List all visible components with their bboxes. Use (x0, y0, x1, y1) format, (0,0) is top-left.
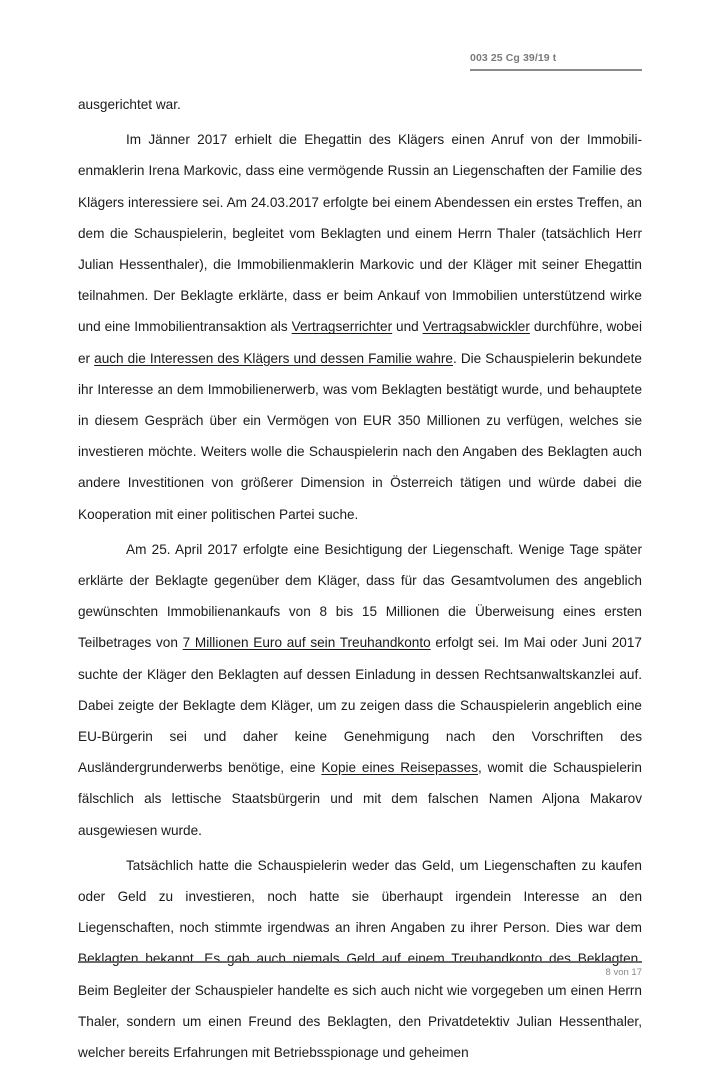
underlined-phrase: Kopie eines Reisepasses (321, 760, 479, 776)
page-header (470, 48, 642, 71)
paragraph (78, 534, 642, 846)
paragraph (78, 89, 642, 120)
underlined-phrase: Vertragserrichter (291, 319, 393, 335)
underlined-phrase: 7 Millionen Euro auf sein Treuhandkonto (182, 635, 431, 651)
underlined-phrase: Vertragsabwickler (422, 319, 530, 335)
text-segment: erfolgt sei. Im Mai oder Juni 2017 suchte der Kläger den Beklagten auf dessen Einladung in dessen Rechtsanwaltskanzlei auf. Dabei zeigte der Beklagte dem Kläger, um zu zeigen dass die Schauspielerin angeblich eine EU-Bürgerin sei und daher keine Genehmigung nach den Vorschriften des Ausländergrunderwerbs benötige, eine (78, 635, 642, 776)
text-segment: , womit die Schauspielerin fälschlich als lettische Staatsbürgerin und mit dem falschen Namen Aljona Makarov ausgewiesen wurde. (78, 760, 642, 838)
case-reference: 003 25 Cg 39/19 t (470, 52, 557, 64)
document-body (78, 89, 642, 1068)
footer-divider (78, 961, 642, 963)
text-segment: durchführe, wobei er (78, 319, 643, 366)
paragraph (78, 124, 642, 530)
text-segment: ausgerichtet war. (78, 97, 181, 112)
text-segment: Am 25. April 2017 erfolgte eine Besichtigung der Liegenschaft. Wenige Tage später erklärte der Beklagte gegenüber dem Kläger, dass für das Gesamtvolumen des angeblich gewünschten Immobilienankaufs von 8 bis 15 Millionen die Überweisung eines ersten Teilbetrages von (78, 541, 642, 651)
text-segment: . Die Schauspielerin bekundete ihr Interesse an dem Immobilienerwerb, was vom Beklagten bestätigt wurde, und behauptete in diesem Gespräch über ein Vermögen von EUR 350 Millionen zu verfügen, welches sie investieren möchte. Weiters wolle die Schauspielerin nach den Angaben des Beklagten auch andere Investitionen von größerer Dimension in Österreich tätigen und würde dabei die Kooperation mit einer politischen Partei suche. (78, 350, 642, 522)
underlined-phrase: auch die Interessen des Klägers und dessen Familie wahre (94, 350, 453, 366)
text-segment: Im Jänner 2017 erhielt die Ehegattin des Klägers einen Anruf von der Immobilienmaklerin Irena Markovic, dass eine vermögende Russin an Liegenschaften der Familie des Klägers interessiere sei. Am 24.03.2017 erfolgte bei einem Abendessen ein erstes Treffen, an dem die Schauspielerin, begleitet vom Beklagten und einem Herrn Thaler (tatsächlich Herr Julian Hessenthaler), die Immobilienmaklerin Markovic und der Kläger mit seiner Ehegattin teilnahmen. Der Beklagte erklärte, dass er beim Ankauf von Immobilien unterstützend wirke und eine Immobilientransaktion als (78, 132, 642, 335)
text-segment: und (392, 319, 423, 335)
page-number: 8 von 17 (605, 967, 642, 978)
paragraph (78, 850, 642, 1068)
text-segment: Tatsächlich hatte die Schauspielerin weder das Geld, um Liegenschaften zu kaufen oder Geld zu investieren, noch hatte sie überhaupt irgendein Interesse an den Liegenschaften, noch stimmte irgendwas an ihren Angaben zu ihrer Person. Dies war dem Beklagten bekannt. Es gab auch niemals Geld auf einem Treuhandkonto des Beklagten. Beim Begleiter der Schauspieler handelte es sich auch nicht wie vorgegeben um einen Herrn Thaler, sondern um einen Freund des Beklagten, den Privatdetektiv Julian Hessenthaler, welcher bereits Erfahrungen mit Betriebsspionage und geheimen (78, 857, 642, 1061)
